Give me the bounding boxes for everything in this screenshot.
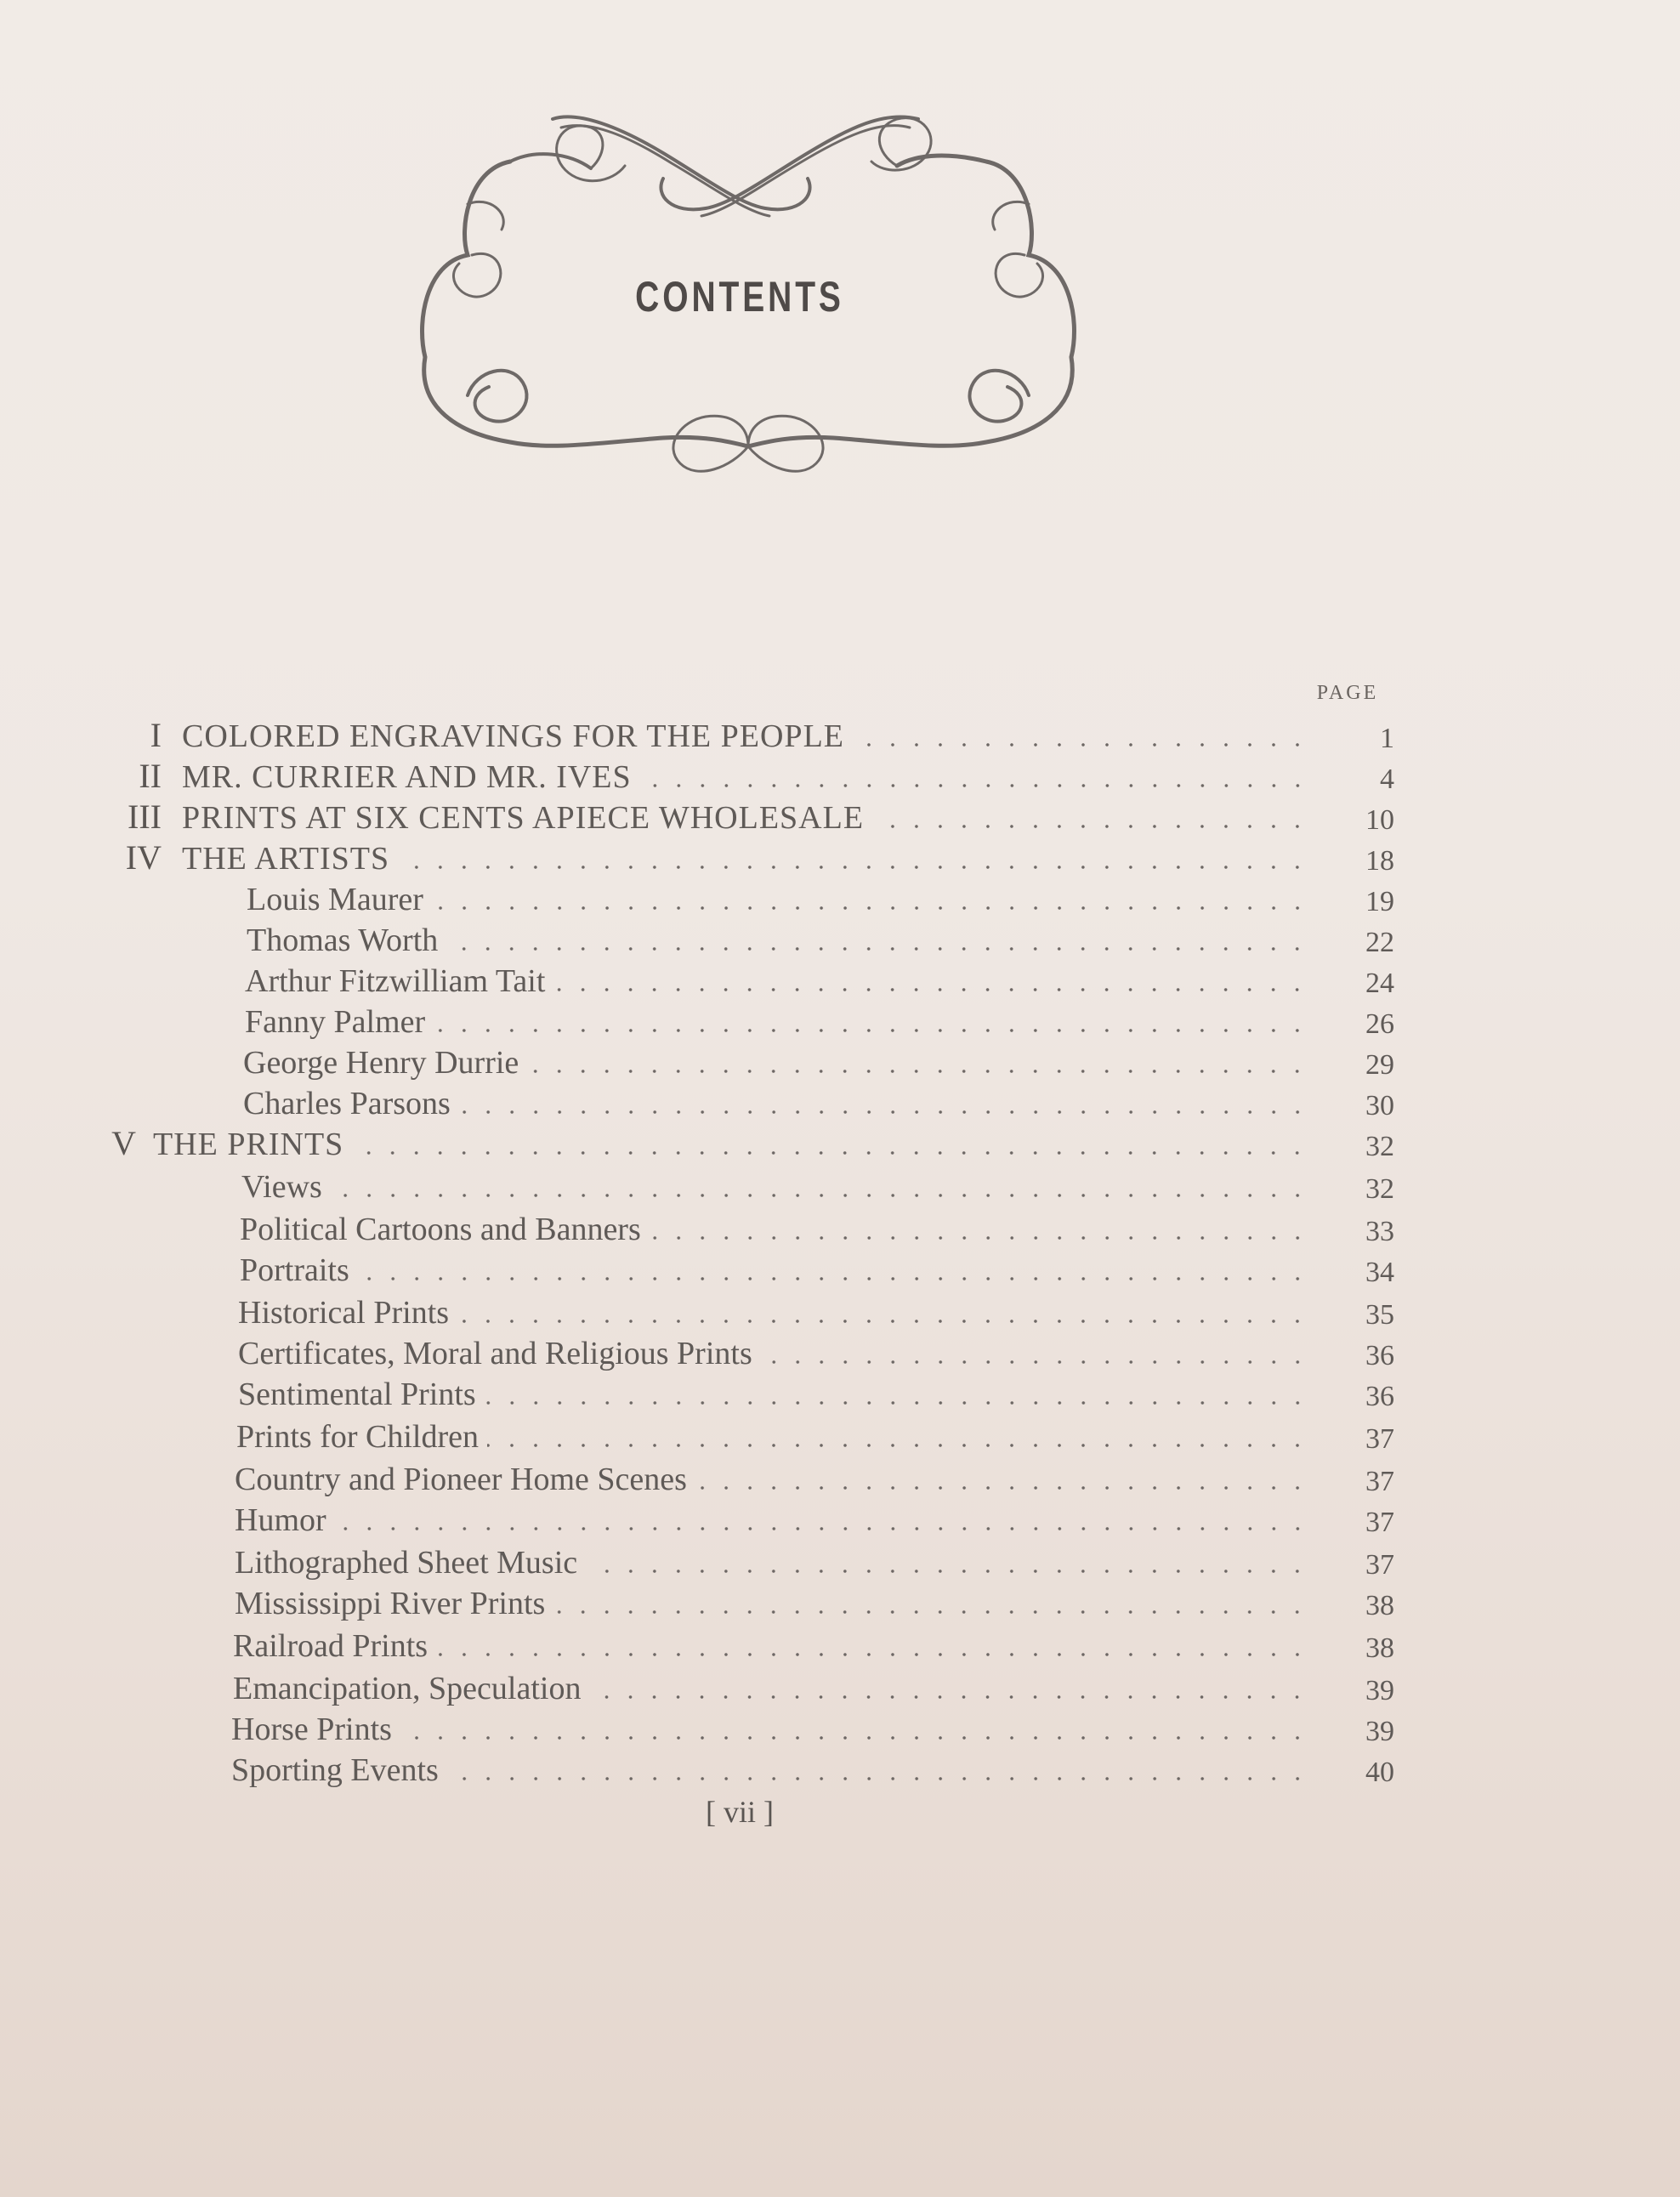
toc-section-row[interactable]: [238, 1289, 1394, 1331]
page-number: 37: [1365, 1466, 1394, 1497]
toc-section-row[interactable]: [243, 1039, 1394, 1081]
section-title: Sentimental Prints: [238, 1377, 476, 1412]
toc-section-row[interactable]: [236, 1413, 1394, 1456]
page-title: CONTENTS: [635, 273, 844, 321]
toc-section-row[interactable]: [240, 1246, 1394, 1289]
dot-leader: [446, 947, 1309, 951]
toc-section-row[interactable]: [231, 1706, 1394, 1748]
toc-section-row[interactable]: [235, 1539, 1394, 1581]
toc-section-row[interactable]: [247, 876, 1394, 918]
section-title: Thomas Worth: [247, 923, 439, 958]
page-number: 33: [1365, 1216, 1394, 1247]
section-title: Horse Prints: [231, 1712, 392, 1747]
chapter-numeral: IV: [125, 838, 162, 877]
chapter-title: MR. CURRIER AND MR. IVES: [182, 759, 632, 795]
page-number: 40: [1365, 1757, 1394, 1788]
dot-leader: [650, 1236, 1309, 1240]
section-title: Historical Prints: [238, 1295, 450, 1331]
dot-leader: [553, 1610, 1309, 1614]
section-title: Sporting Events: [231, 1752, 439, 1788]
section-title: Prints for Children: [236, 1419, 479, 1455]
dot-leader: [457, 1320, 1309, 1323]
dot-leader: [459, 1110, 1309, 1114]
chapter-numeral: II: [139, 757, 162, 795]
toc-chapter-row[interactable]: [102, 753, 1394, 796]
toc-section-row[interactable]: [245, 957, 1394, 1000]
page-number: 39: [1365, 1716, 1394, 1747]
toc-section-row[interactable]: [240, 1206, 1394, 1248]
section-title: Portraits: [240, 1252, 349, 1288]
dot-leader: [553, 988, 1309, 991]
dot-leader: [640, 784, 1309, 787]
page-number: 29: [1365, 1049, 1394, 1081]
chapter-numeral: III: [128, 798, 162, 836]
page-number: 26: [1365, 1008, 1394, 1040]
dot-leader: [398, 866, 1309, 869]
page-folio-number: [ vii ]: [706, 1795, 774, 1829]
page-number: 24: [1365, 968, 1394, 999]
toc-section-row[interactable]: [233, 1665, 1394, 1707]
page-number: 39: [1365, 1675, 1394, 1706]
toc-section-row[interactable]: [231, 1746, 1394, 1789]
section-title: Railroad Prints: [233, 1628, 429, 1664]
section-title: Humor: [235, 1502, 326, 1538]
dot-leader: [331, 1194, 1309, 1197]
toc-chapter-row[interactable]: [102, 712, 1394, 755]
dot-leader: [527, 1070, 1309, 1073]
toc-section-row[interactable]: [247, 917, 1394, 959]
page-number: 34: [1365, 1257, 1394, 1288]
page-number: 37: [1365, 1549, 1394, 1581]
toc-section-row[interactable]: [241, 1163, 1394, 1206]
chapter-title: THE ARTISTS: [182, 841, 390, 877]
section-title: Lithographed Sheet Music: [235, 1545, 578, 1581]
toc-chapter-row[interactable]: [102, 794, 1394, 837]
toc-section-row[interactable]: [238, 1330, 1394, 1372]
section-title: Arthur Fitzwilliam Tait: [245, 963, 546, 999]
page-number: 1: [1380, 723, 1394, 754]
toc-section-row[interactable]: [235, 1456, 1394, 1498]
section-title: Country and Pioneer Home Scenes: [235, 1462, 687, 1497]
dot-leader: [586, 1570, 1309, 1573]
chapter-title: COLORED ENGRAVINGS FOR THE PEOPLE: [182, 718, 844, 754]
page-number: 22: [1365, 927, 1394, 958]
page-number: 38: [1365, 1590, 1394, 1621]
dot-leader: [695, 1486, 1309, 1490]
page-number: 10: [1365, 804, 1394, 836]
page-number: 38: [1365, 1632, 1394, 1664]
dot-leader: [400, 1736, 1309, 1740]
page-number: 19: [1365, 886, 1394, 917]
page-number: 37: [1365, 1507, 1394, 1538]
section-title: Charles Parsons: [243, 1086, 451, 1121]
chapter-numeral: V: [111, 1124, 136, 1162]
page-number: 36: [1365, 1340, 1394, 1371]
section-title: Political Cartoons and Banners: [240, 1212, 641, 1247]
page-number: 30: [1365, 1090, 1394, 1121]
toc-section-row[interactable]: [233, 1622, 1394, 1665]
toc-section-row[interactable]: [235, 1496, 1394, 1539]
page-column-label: PAGE: [1316, 682, 1379, 704]
page-number: 35: [1365, 1299, 1394, 1331]
dot-leader: [335, 1527, 1309, 1530]
page-number: 36: [1365, 1381, 1394, 1412]
section-title: Fanny Palmer: [245, 1004, 426, 1040]
section-title: Emancipation, Speculation: [233, 1671, 582, 1706]
dot-leader: [872, 825, 1309, 828]
dot-leader: [436, 1653, 1309, 1656]
toc-section-row[interactable]: [243, 1080, 1394, 1122]
section-title: Certificates, Moral and Religious Prints: [238, 1336, 752, 1371]
dot-leader: [485, 1401, 1309, 1405]
section-title: Louis Maurer: [247, 882, 423, 917]
section-title: Mississippi River Prints: [235, 1586, 546, 1621]
toc-chapter-row[interactable]: [102, 835, 1394, 877]
page-number: 32: [1365, 1173, 1394, 1205]
dot-leader: [761, 1360, 1309, 1364]
dot-leader: [447, 1777, 1309, 1780]
dot-leader: [589, 1695, 1309, 1699]
dot-leader: [434, 1029, 1309, 1032]
chapter-title: PRINTS AT SIX CENTS APIECE WHOLESALE: [182, 800, 865, 836]
toc-section-row[interactable]: [238, 1371, 1394, 1413]
page-number: 4: [1380, 764, 1394, 795]
page-number: 32: [1365, 1131, 1394, 1162]
page-number: 37: [1365, 1423, 1394, 1455]
toc-section-row[interactable]: [245, 998, 1394, 1041]
dot-leader: [853, 743, 1309, 747]
dot-leader: [487, 1444, 1309, 1447]
toc-chapter-row[interactable]: [94, 1121, 1394, 1163]
dot-leader: [358, 1277, 1309, 1280]
toc-section-row[interactable]: [235, 1580, 1394, 1622]
chapter-title: THE PRINTS: [153, 1127, 344, 1162]
chapter-numeral: I: [150, 716, 162, 754]
dot-leader: [432, 906, 1309, 910]
page-number: 18: [1365, 845, 1394, 877]
section-title: Views: [241, 1169, 322, 1205]
dot-leader: [352, 1151, 1309, 1155]
section-title: George Henry Durrie: [243, 1045, 519, 1081]
